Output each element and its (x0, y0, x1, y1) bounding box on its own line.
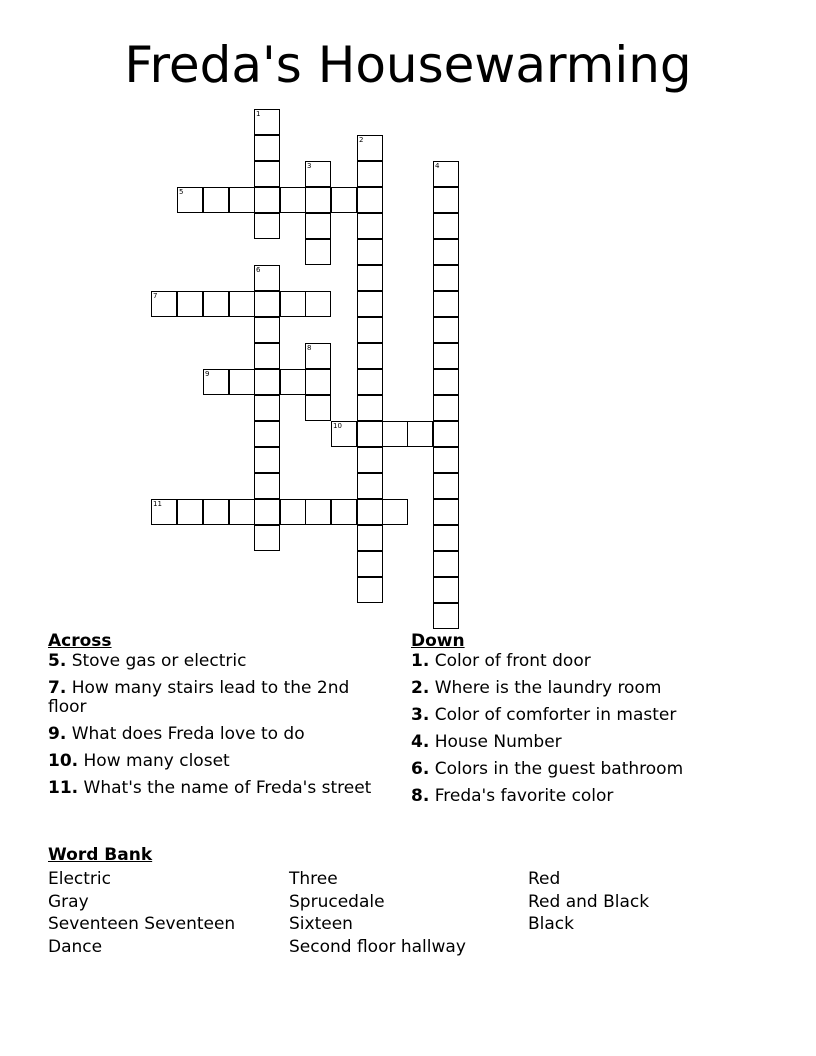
crossword-cell[interactable] (433, 213, 459, 239)
crossword-cell[interactable] (229, 291, 255, 317)
clue-number: 8 (307, 344, 312, 352)
crossword-cell[interactable] (254, 499, 280, 525)
crossword-cell[interactable] (357, 317, 383, 343)
crossword-cell[interactable] (433, 421, 459, 447)
word-bank-item: Red (528, 869, 561, 889)
across-clue (48, 752, 388, 771)
crossword-cell[interactable] (280, 369, 306, 395)
crossword-cell[interactable] (305, 499, 331, 525)
across-heading: Across (48, 631, 112, 651)
crossword-cell[interactable] (433, 187, 459, 213)
clue-text: What's the name of Freda's street (78, 778, 372, 798)
crossword-cell[interactable] (280, 291, 306, 317)
word-bank-item: Dance (48, 936, 103, 957)
clue-label: 3. (411, 705, 430, 725)
word-bank-item: Sprucedale (289, 891, 385, 912)
crossword-cell[interactable] (229, 187, 255, 213)
crossword-cell[interactable] (382, 499, 408, 525)
crossword-cell[interactable] (382, 421, 408, 447)
crossword-cell[interactable] (433, 577, 459, 603)
crossword-cell[interactable] (433, 343, 459, 369)
crossword-cell[interactable] (305, 187, 331, 213)
clue-text: Color of front door (429, 651, 591, 671)
clue-number: 10 (333, 422, 342, 430)
clue-text: Colors in the guest bathroom (429, 759, 684, 779)
clue-number: 11 (153, 500, 162, 508)
clue-label: 10. (48, 751, 79, 771)
crossword-cell[interactable] (254, 395, 280, 421)
crossword-cell[interactable] (433, 603, 459, 629)
crossword-cell[interactable] (203, 291, 229, 317)
across-clue (48, 725, 388, 744)
crossword-cell[interactable] (177, 291, 203, 317)
crossword-cell[interactable] (433, 473, 459, 499)
crossword-cell[interactable] (280, 187, 306, 213)
crossword-cell[interactable] (357, 213, 383, 239)
crossword-cell[interactable] (254, 135, 280, 161)
clue-label: 1. (411, 651, 430, 671)
crossword-cell[interactable] (254, 291, 280, 317)
clue-text: Color of comforter in master (429, 705, 677, 725)
down-clue (411, 760, 771, 779)
across-clue (48, 679, 388, 717)
crossword-cell[interactable] (203, 187, 229, 213)
clue-number: 2 (359, 136, 364, 144)
page-title: Freda's Housewarming (124, 36, 692, 94)
crossword-cell[interactable] (407, 421, 433, 447)
clue-number: 4 (435, 162, 440, 170)
clue-label: 6. (411, 759, 430, 779)
word-bank-item: Electric (48, 869, 111, 889)
crossword-cell[interactable] (305, 213, 331, 239)
crossword-cell[interactable] (357, 291, 383, 317)
crossword-cell[interactable] (254, 187, 280, 213)
word-bank-item: Black (528, 914, 574, 935)
crossword-cell[interactable] (305, 239, 331, 265)
down-clue (411, 787, 771, 806)
word-bank (48, 844, 768, 957)
clue-label: 5. (48, 651, 67, 671)
crossword-cell[interactable] (433, 551, 459, 577)
down-clues (411, 630, 771, 814)
word-bank-column-2 (289, 868, 466, 958)
clue-label: 4. (411, 732, 430, 752)
clue-label: 11. (48, 778, 79, 798)
crossword-cell[interactable] (254, 369, 280, 395)
crossword-cell[interactable] (229, 499, 255, 525)
clue-text: Stove gas or electric (66, 651, 247, 671)
crossword-cell[interactable] (357, 577, 383, 603)
crossword-cell[interactable] (357, 369, 383, 395)
word-bank-heading: Word Bank (48, 845, 153, 865)
crossword-cell[interactable] (254, 317, 280, 343)
crossword-cell[interactable] (433, 369, 459, 395)
clue-number: 7 (153, 292, 158, 300)
clue-text: How many stairs lead to the 2nd floor (48, 678, 350, 717)
crossword-cell[interactable] (280, 499, 306, 525)
crossword-cell[interactable] (357, 343, 383, 369)
word-bank-item: Three (289, 869, 338, 889)
clue-text: House Number (429, 732, 562, 752)
crossword-cell[interactable] (229, 369, 255, 395)
word-bank-item: Red and Black (528, 891, 650, 912)
word-bank-column-3 (528, 868, 649, 936)
across-clue (48, 652, 388, 671)
crossword-cell[interactable] (433, 447, 459, 473)
crossword-cell[interactable] (254, 421, 280, 447)
clue-number: 5 (179, 188, 184, 196)
clue-number: 9 (205, 370, 210, 378)
down-clue (411, 706, 771, 725)
crossword-cell[interactable] (433, 395, 459, 421)
crossword-cell[interactable] (357, 499, 383, 525)
crossword-cell[interactable] (357, 421, 383, 447)
crossword-cell[interactable] (254, 525, 280, 551)
clue-label: 2. (411, 678, 430, 698)
down-clue (411, 679, 771, 698)
crossword-cell[interactable] (305, 291, 331, 317)
clue-label: 9. (48, 724, 67, 744)
clue-label: 8. (411, 786, 430, 806)
crossword-cell[interactable] (433, 499, 459, 525)
crossword-cell[interactable] (254, 447, 280, 473)
crossword-cell[interactable] (433, 291, 459, 317)
crossword-cell[interactable] (177, 499, 203, 525)
crossword-cell[interactable] (433, 317, 459, 343)
crossword-cell[interactable] (433, 239, 459, 265)
crossword-cell[interactable] (357, 473, 383, 499)
crossword-cell[interactable] (203, 499, 229, 525)
word-bank-item: Sixteen (289, 914, 353, 935)
crossword-cell[interactable] (254, 343, 280, 369)
crossword-cell[interactable] (331, 499, 357, 525)
crossword-cell[interactable] (357, 551, 383, 577)
crossword-cell[interactable] (433, 265, 459, 291)
crossword-cell[interactable] (357, 161, 383, 187)
clue-number: 6 (256, 266, 261, 274)
clue-text: Freda's favorite color (429, 786, 614, 806)
crossword-cell[interactable] (357, 395, 383, 421)
clue-text: What does Freda love to do (66, 724, 305, 744)
crossword-cell[interactable] (305, 395, 331, 421)
word-bank-column-1 (48, 868, 235, 958)
crossword-cell[interactable] (357, 525, 383, 551)
clue-text: Where is the laundry room (429, 678, 662, 698)
word-bank-item: Gray (48, 891, 89, 912)
clue-label: 7. (48, 678, 67, 698)
crossword-cell[interactable] (254, 213, 280, 239)
word-bank-item: Seventeen Seventeen (48, 914, 236, 935)
clue-text: How many closet (78, 751, 230, 771)
word-bank-item: Second floor hallway (289, 936, 466, 957)
crossword-cell[interactable] (357, 187, 383, 213)
crossword-cell[interactable] (357, 447, 383, 473)
down-clue (411, 652, 771, 671)
crossword-cell[interactable] (254, 473, 280, 499)
clue-number: 3 (307, 162, 312, 170)
crossword-cell[interactable] (331, 187, 357, 213)
crossword-cell[interactable] (357, 239, 383, 265)
crossword-cell[interactable] (433, 525, 459, 551)
crossword-cell[interactable] (254, 161, 280, 187)
across-clue (48, 779, 388, 798)
crossword-cell[interactable] (305, 369, 331, 395)
crossword-cell[interactable] (357, 265, 383, 291)
clue-number: 1 (256, 110, 261, 118)
down-heading: Down (411, 631, 465, 651)
across-clues (48, 630, 388, 806)
down-clue (411, 733, 771, 752)
